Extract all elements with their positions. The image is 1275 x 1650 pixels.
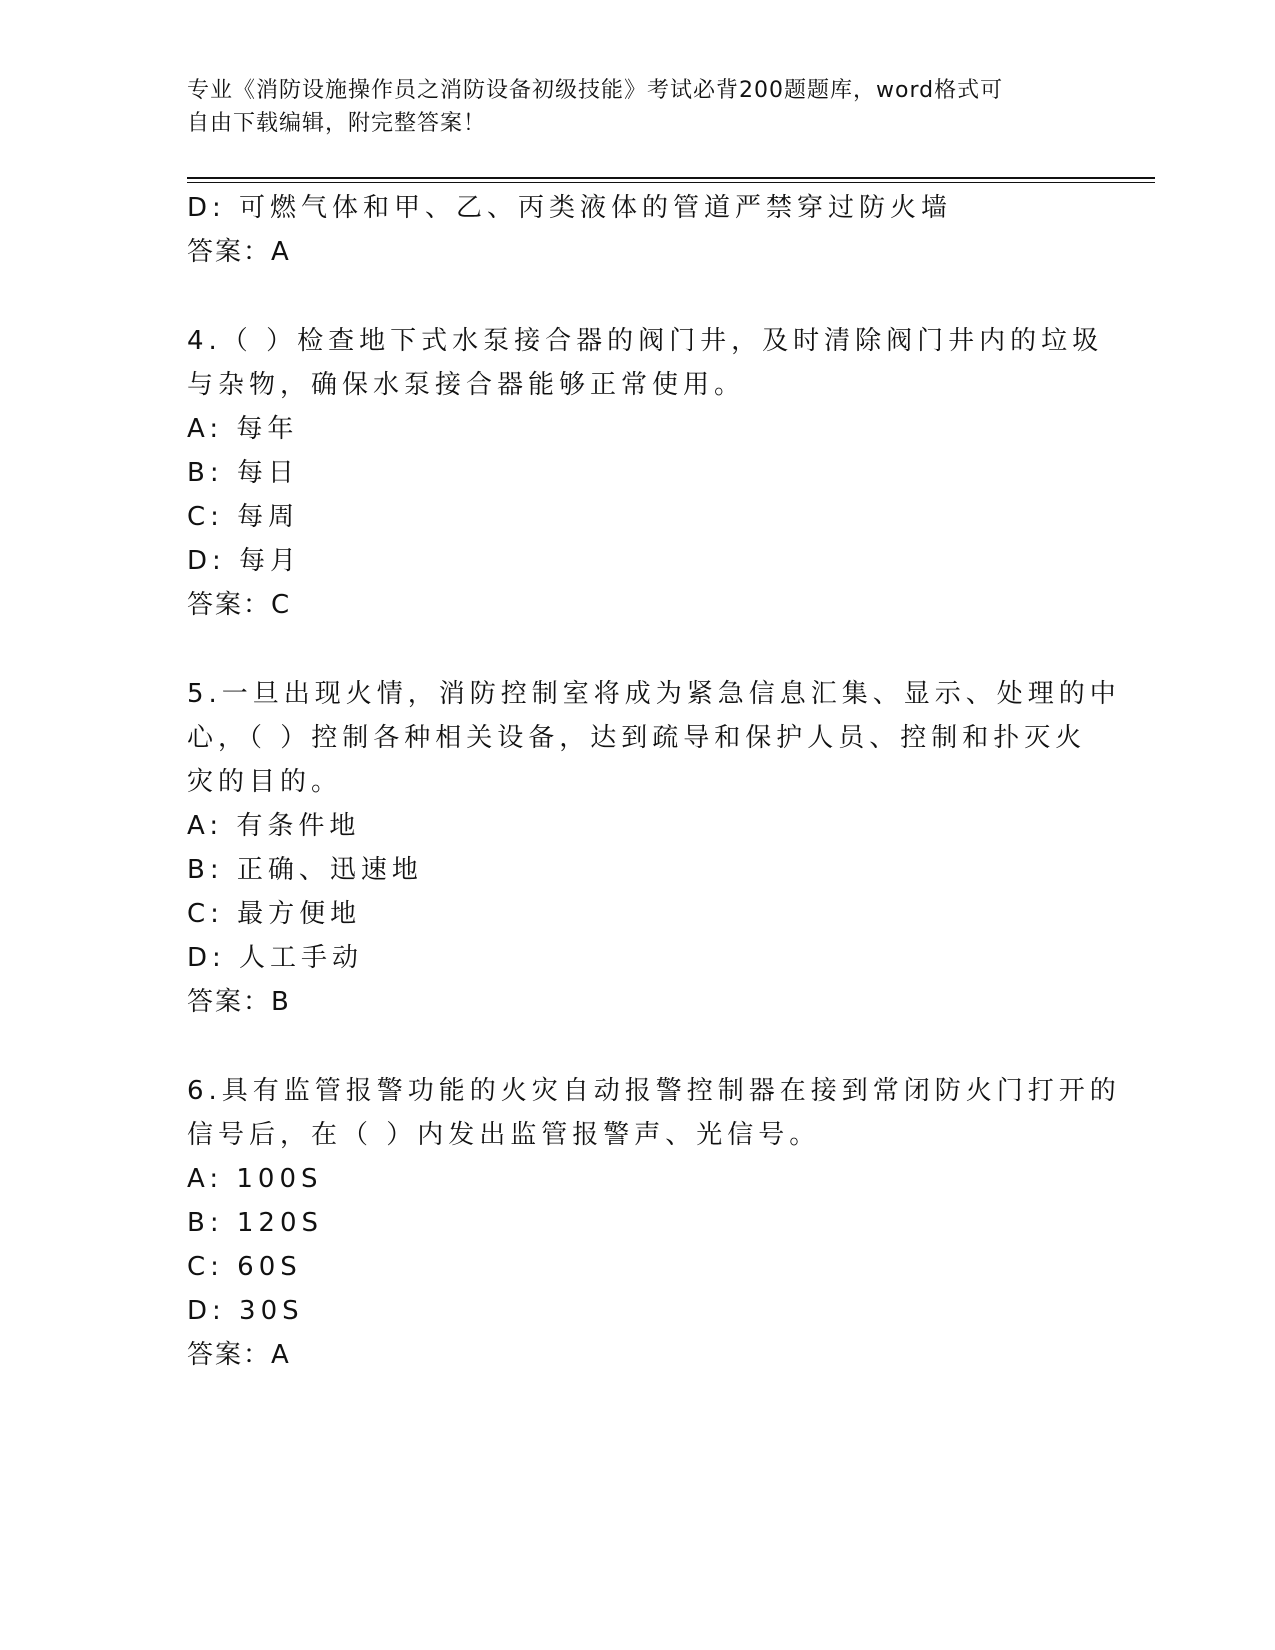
q4-answer: 答案：C — [187, 590, 292, 620]
q4-option-b: B: 每日 — [187, 458, 299, 488]
document-header — [187, 74, 1067, 140]
q4-option-d: D: 每月 — [187, 546, 302, 576]
q5-stem-line-2: 心，（ ）控制各种相关设备，达到疏导和保护人员、控制和扑灭火 — [187, 723, 1087, 753]
q4-stem-line-1: 4.（ ）检查地下式水泵接合器的阀门井，及时清除阀门井内的垃圾 — [187, 326, 1104, 356]
header-divider-thick — [187, 177, 1155, 179]
header-title-line-2: 自由下载编辑，附完整答案！ — [187, 111, 487, 136]
header-divider-thin — [187, 182, 1155, 183]
q4-stem-line-2: 与杂物，确保水泵接合器能够正常使用。 — [187, 370, 746, 400]
q6-option-a: A: 100S — [187, 1164, 323, 1194]
q6-option-d: D: 30S — [187, 1296, 304, 1326]
q6-stem-line-1: 6.具有监管报警功能的火灾自动报警控制器在接到常闭防火门打开的 — [187, 1076, 1121, 1106]
q3-option-d: D: 可燃气体和甲、乙、丙类液体的管道严禁穿过防火墙 — [187, 193, 953, 223]
q3-answer: 答案：A — [187, 237, 291, 267]
q5-option-b: B: 正确、迅速地 — [187, 855, 423, 885]
header-title-line-1: 专业《消防设施操作员之消防设备初级技能》考试必背200题题库，word格式可 — [187, 78, 1004, 103]
q5-stem-line-1: 5.一旦出现火情，消防控制室将成为紧急信息汇集、显示、处理的中 — [187, 679, 1121, 709]
q6-stem-line-2: 信号后，在（ ）内发出监管报警声、光信号。 — [187, 1120, 821, 1150]
q4-option-c: C: 每周 — [187, 502, 300, 532]
q4-option-a: A: 每年 — [187, 414, 299, 444]
q5-option-d: D: 人工手动 — [187, 943, 364, 973]
q6-answer: 答案：A — [187, 1340, 291, 1370]
q5-option-c: C: 最方便地 — [187, 899, 362, 929]
q5-answer: 答案：B — [187, 987, 291, 1017]
q5-option-a: A: 有条件地 — [187, 811, 361, 841]
q6-option-c: C: 60S — [187, 1252, 302, 1282]
q5-stem-line-3: 灾的目的。 — [187, 767, 343, 797]
q6-option-b: B: 120S — [187, 1208, 323, 1238]
